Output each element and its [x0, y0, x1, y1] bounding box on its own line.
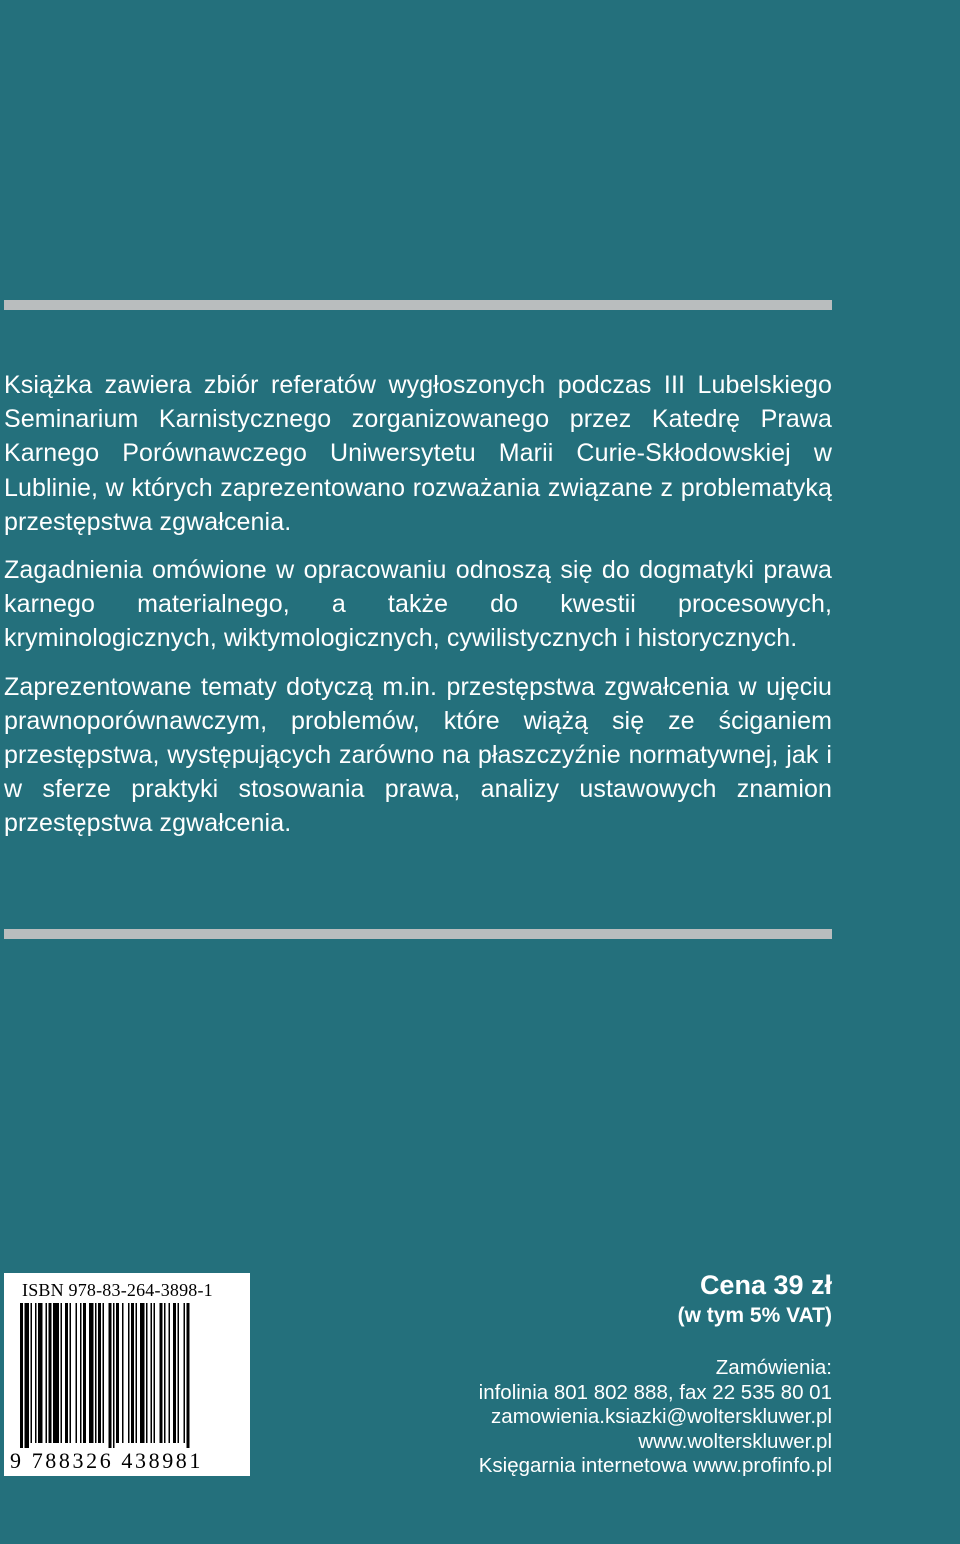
barcode-bar [53, 1303, 59, 1443]
vat-note: (w tym 5% VAT) [677, 1304, 832, 1327]
isbn-label: ISBN 978-83-264-3898-1 [22, 1280, 213, 1300]
order-info [479, 1356, 832, 1479]
barcode-digits: 9 788326 438981 [10, 1448, 203, 1473]
barcode-bar [35, 1303, 37, 1443]
barcode-bar [31, 1303, 33, 1443]
barcode-bar [173, 1303, 176, 1443]
price-block [678, 1268, 832, 1330]
barcode-bar [146, 1303, 148, 1443]
barcode-bar [160, 1303, 163, 1443]
barcode-bar [76, 1303, 78, 1443]
barcode-bar [109, 1303, 112, 1451]
barcode-bar [169, 1303, 171, 1443]
barcode-bar [89, 1303, 94, 1443]
barcode-bar [103, 1303, 105, 1443]
orders-website: www.wolterskluwer.pl [638, 1429, 832, 1453]
barcode-bar [131, 1303, 134, 1443]
barcode-bar [98, 1303, 101, 1443]
barcode-bar [184, 1303, 186, 1443]
barcode-bar [25, 1303, 30, 1451]
barcode-bar [65, 1303, 68, 1443]
barcode-bar [70, 1303, 72, 1443]
description-paragraph-2: Zagadnienia omówione w opracowaniu odnoszą się do dogmatyki prawa karnego materialnego, a także do kwestii procesowych, kryminologicznych, wiktymologicznych, cywilistycznych i historycznych. [4, 556, 832, 653]
book-description [4, 368, 832, 855]
orders-email: zamowienia.ksiazki@wolterskluwer.pl [491, 1405, 832, 1428]
orders-phone: infolinia 801 802 888, fax 22 535 80 01 [478, 1380, 832, 1404]
isbn-barcode-box [4, 1273, 250, 1476]
barcode-bar [61, 1303, 63, 1443]
barcode-bar [122, 1303, 124, 1443]
barcode-bar [113, 1303, 115, 1451]
barcode-bar [38, 1303, 43, 1443]
price: Cena 39 zł [699, 1270, 832, 1300]
barcode-bar [154, 1303, 156, 1443]
orders-bookstore: Księgarnia internetowa www.profinfo.pl [478, 1454, 832, 1477]
top-divider [4, 300, 832, 310]
barcode-bar [151, 1303, 153, 1443]
description-paragraph-1: Książka zawiera zbiór referatów wygłoszonych podczas III Lubelskiego Seminarium Karnistycznego zorganizowanego przez Katedrę Prawa Karnego Porównawczego Uniwersytetu Marii Curie-Skłodowskiej w Lublinie, w których zaprezentowano rozważania związane z problematyką przestępstwa zgwałcenia. [4, 371, 832, 536]
description-paragraph-3: Zaprezentowane tematy dotyczą m.in. przestępstwa zgwałcenia w ujęciu prawnoporównawczym, problemów, które wiążą się ze ściganiem przestępstwa, występujących zarówno na płaszczyźnie normatywnej, jak i w sferze praktyki stosowania prawa, analizy ustawowych znamion przestępstwa zgwałcenia. [4, 672, 832, 838]
barcode-bar [178, 1303, 180, 1443]
barcode-bar [187, 1303, 190, 1451]
barcode-bar [136, 1303, 138, 1443]
barcode-bar [116, 1303, 119, 1443]
barcode-bar [20, 1303, 23, 1451]
orders-heading: Zamówienia: [715, 1356, 832, 1379]
barcode-bar [140, 1303, 145, 1443]
bottom-divider [4, 929, 832, 939]
barcode-bar [49, 1303, 52, 1443]
barcode-bar [164, 1303, 166, 1443]
barcode-bar [83, 1303, 86, 1443]
barcode-bar [46, 1303, 48, 1443]
barcode-bar [80, 1303, 82, 1443]
barcode-bar [128, 1303, 130, 1443]
barcode-bar [95, 1303, 97, 1443]
barcode-icon [20, 1303, 236, 1451]
